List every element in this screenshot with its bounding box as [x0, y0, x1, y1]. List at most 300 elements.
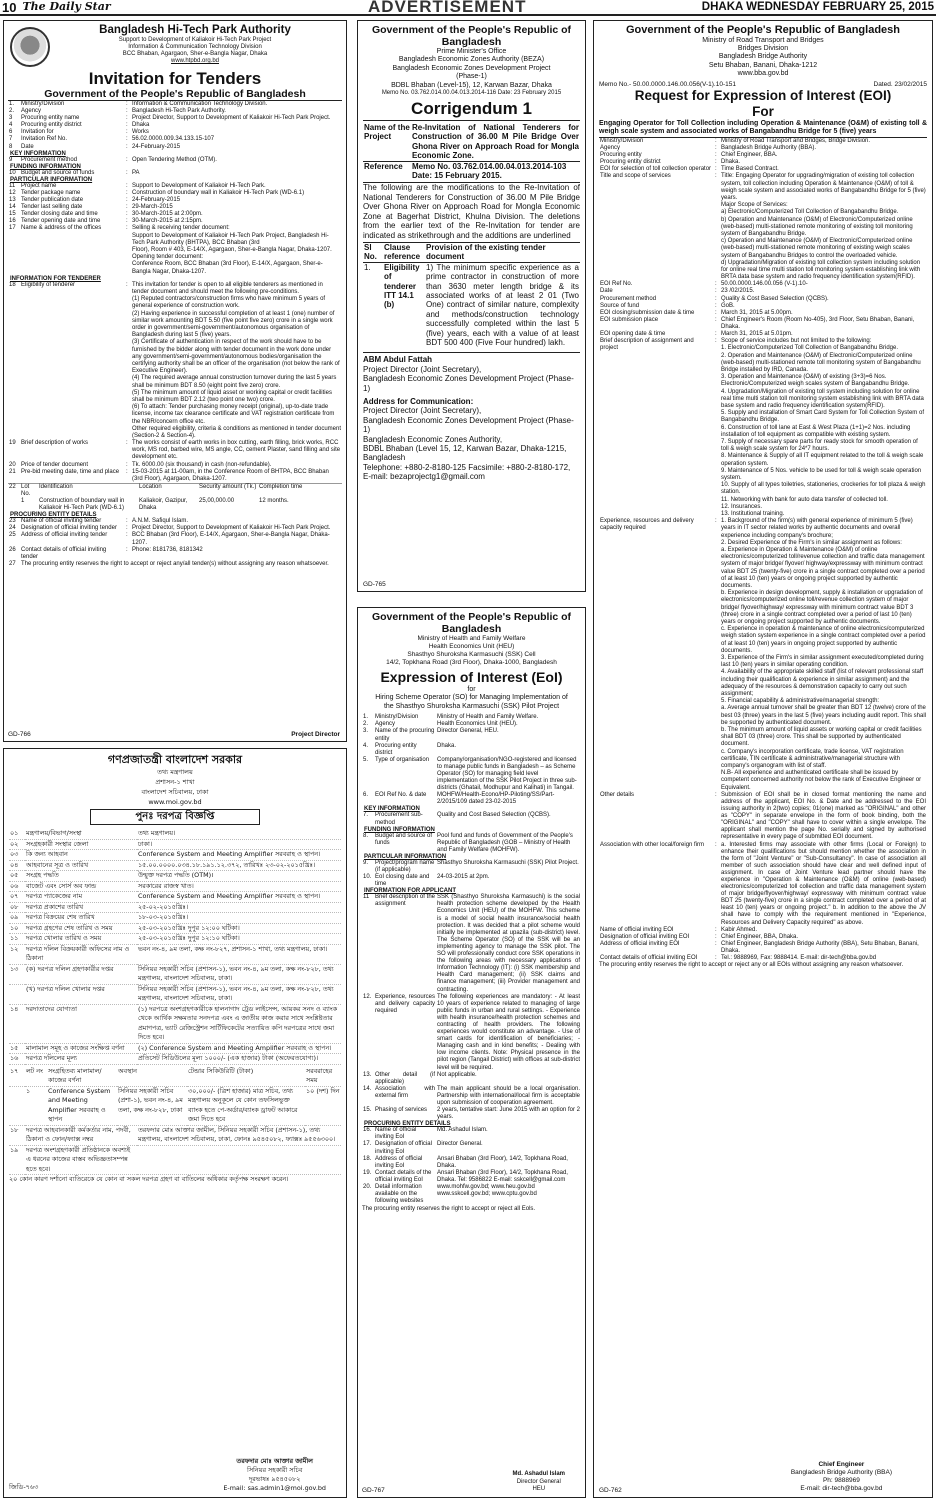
text-line: 10. Supply of all types toiletries, stationeries, crockeries for toll plaza & weigh station. [721, 482, 926, 496]
text-line: a) Electronic/Computerized Toll Collection of Bangabandhu Bridge. [721, 209, 899, 216]
cell: 1) The minimum specific experience as a prime contractor in construction of more than 3630 meter length bridge & its associated works of at least 2 01 (Two One) contract of similar nature, complexity and methods/construction technology successfully completed within the last 5 (five) years, each with a value of at least BDT 500 400 (Five Four hundred) lakh. [426, 262, 579, 347]
row-label: Name & address of the offices [21, 225, 102, 232]
cell: ০৭ [9, 892, 25, 903]
cell: তথ্য মন্ত্রণালয়। [137, 829, 341, 839]
tender-table [8, 518, 342, 561]
header-line: Bangladesh Economic Zones Development Project [392, 64, 551, 72]
table-row [599, 288, 927, 295]
cell: (ক) দরপত্র দলিল গ্রহণকারীর দপ্তর [25, 964, 137, 984]
table-row [362, 994, 581, 1072]
cell: ১০ [9, 923, 25, 934]
cell: Works [132, 129, 149, 136]
table-row [8, 525, 342, 532]
text-line: 13. Institutional training. [721, 510, 785, 517]
eoi-table [362, 1127, 581, 1205]
cell: 6 [9, 129, 13, 136]
cell: EOI for selection of toll collection operator [600, 166, 712, 173]
cell: Contact details of official inviting tender [21, 546, 107, 560]
text-line: 8. Maintenance & Supply of all IT equipment related to the toll & weigh scale operation system. [721, 453, 924, 467]
text-line: (5) The minimum amount of liquid asset or working capital or credit facilities shall be minimum BDT 2.12 (two point one two) crore. [132, 389, 332, 404]
cell: দরপত্র খোলার তারিখ ও সময় [25, 934, 137, 945]
subject-line: Engaging Operator for Toll Collection including Operation & Maintenance (O&M) of existing toll & weigh scale system and associated works of Bangabandhu Bridge for 5 (five) years [599, 120, 927, 138]
row-label: Experience, resources and delivery capacity required [600, 518, 694, 532]
header-line: তথ্য মন্ত্রণালয় [157, 768, 193, 776]
cell: দরপত্র প্যাকেজের নাম [25, 892, 137, 903]
cell: Budget and source of funds [375, 832, 433, 846]
signature-line: ABM Abdul Fattah [363, 355, 433, 365]
cell: Procurement method [600, 295, 657, 302]
sub-line: Information & Communication Technology Division [128, 44, 262, 50]
tender-table [8, 561, 342, 568]
table-row [9, 1054, 341, 1065]
cell: 2. [363, 721, 369, 728]
eoi-table [362, 894, 581, 1121]
table-row [362, 1086, 581, 1107]
cell: EoI closing date and time [375, 874, 430, 888]
text-line: (6) To attach: Tender purchasing money receipt (original), up-to-date trade license, income tax clearance certificate and VAT registration certificate from the NBR/concern office etc. [132, 404, 335, 425]
eoi-table [362, 860, 581, 888]
cell: Ministry/Division [375, 714, 419, 721]
cell: Ministry/Division [600, 137, 644, 144]
cell: : [126, 532, 128, 539]
cell: Ministry/Division [21, 101, 65, 107]
table-row [599, 317, 927, 331]
ad-title: Invitation for Tenders [88, 69, 262, 88]
cell: 1 [21, 498, 25, 505]
section-heading: PROCURING ENTITY DETAILS [10, 512, 97, 519]
cell: 2. [9, 108, 15, 115]
table-row [8, 144, 342, 151]
cell: দরপত্র দলিল বিক্রয়কারী অফিসের নাম ও ঠিকানা [25, 944, 137, 964]
cell: Association with external firm [375, 1085, 435, 1099]
cell: Tel.: 9888969, Fax: 9888414. E-mail: dir-tech@bba.gov.bd [721, 955, 877, 962]
table-row [9, 850, 341, 861]
cell: : [715, 137, 717, 144]
cell: 2 years, tentative start: June 2015 with an option for 2 years. [437, 1107, 580, 1121]
cell: ১৫ [9, 1043, 25, 1054]
cell: Not applicable. [437, 1071, 477, 1078]
table-row [362, 1156, 581, 1170]
cell: ২৫-০২-২০১৫খ্রিঃ। [137, 902, 341, 913]
cell: সরবরাহের সময় [305, 1067, 341, 1087]
text-line: 9. Maintenance of 5 Nos. vehicle to be used for toll & weigh scale operation system. [721, 467, 922, 481]
table-row [362, 1127, 581, 1141]
header-line: Shasthyo Shuroksha Karmasuchi (SSK) Cell [407, 651, 536, 658]
row-label: Reference [364, 161, 403, 171]
cell: EOI Ref No. [600, 281, 633, 288]
cell: Detail information available on the following websites [375, 1184, 424, 1205]
cell: : [126, 211, 128, 218]
cell: Chief Engineer, BBA. [721, 152, 778, 159]
table-row [362, 1107, 581, 1121]
cell: মালামাল সমূহ ও কাজের সংক্ষিপ্ত বর্ণনা [25, 1043, 137, 1054]
cell: : [126, 468, 128, 475]
cell: : [126, 136, 128, 143]
cell: : [126, 156, 128, 163]
cell: March 31, 2015 at 5.01pm. [721, 331, 793, 337]
address-line: BDBL Bhaban (Level 15, 12, Karwan Bazar, Dhaka-1215, Bangladesh [363, 444, 567, 463]
gd-number: GD-766 [8, 731, 31, 738]
cell: 7 [9, 136, 13, 143]
cell: Type of organisation [375, 756, 430, 763]
signature-line: Director General [516, 1478, 561, 1485]
signature-block [363, 352, 580, 393]
htpa-logo-icon [10, 27, 50, 67]
text-line: a. Average annual turnover shall be greater than BDT 12 (twelve) crore of the best 03 (three) years in the last 5 (five) years including audit report. This shall be supported by authenticated document. [721, 705, 926, 726]
cell: : [126, 218, 128, 225]
table-row [362, 1184, 581, 1205]
header-line: Health Economics Unit (HEU) [428, 643, 515, 650]
cell: ২৫-০৩-২০১৫খ্রিঃ দুপুর ১২:১০ ঘটিকা। [137, 934, 341, 945]
eoi-table [599, 138, 927, 173]
text-line: 7. Supply of necessary spare parts for ready stock for smooth operation of toll & weigh scale system for 24*7 hours. [721, 438, 918, 453]
table-row [9, 964, 341, 984]
cell: ১ [25, 1086, 47, 1125]
header-line: (Phase-1) [456, 73, 487, 81]
table-row [8, 183, 342, 190]
cell: Source of fund [600, 302, 640, 309]
ad-title-for: For [752, 104, 774, 120]
cell: 30-March-2015 at 2:00pm. [132, 211, 203, 218]
cell: বাজেট এবং সোর্স অব ফান্ড [25, 881, 137, 892]
cell: 25,00,000.00 [199, 498, 235, 505]
table-row [362, 757, 581, 792]
text-line: 5. Supply and installation of Smart Card System for Toll Collection System of Bangabandhu Bridge. [721, 410, 924, 424]
table-row [362, 894, 581, 993]
header-line: Bridges Division [737, 45, 789, 53]
cell: Procuring entity district [21, 122, 82, 129]
cell: Information & Communication Technology Division. [132, 101, 268, 107]
cell: 3. [363, 728, 369, 735]
cell: : [715, 159, 717, 166]
table-row [8, 136, 342, 143]
cell: ঢাকা। [137, 839, 341, 850]
cell: : [715, 309, 717, 316]
assignment-title: Hiring Scheme Operator (SO) for Managing Implementation of the Shasthyo Shuroksha Karmasuchi (SSK) Pilot Project [375, 694, 568, 710]
text-line: Title: Engaging Operator for upgrading/migration of existing toll collection system, toll collection including Operation & Maintenance (O&M) of toll & weigh scale system and associated works of Bangabandhu Bridge for 5 (five) years. [721, 173, 926, 201]
cell: EOI opening date & time [600, 331, 666, 337]
cell: : [715, 166, 717, 173]
signature-line: E-mail: sas.admin1@moi.gov.bd [223, 1484, 326, 1492]
text-line: Scope of service includes but not limited to the following: [721, 338, 872, 345]
cell: : [715, 144, 717, 151]
cell: 20 [9, 461, 16, 468]
cell: Name of official inviting EoI [375, 1127, 417, 1141]
cell: Ansari Bhaban (3rd Floor), 14/2, Topkhana Road, Dhaka. Tel: 9586822 E-mail: sskcell@gmail.com [437, 1169, 568, 1183]
eoi-table [599, 281, 927, 338]
cell: Open Tendering Method (OTM). [132, 156, 217, 163]
cell: ১৪ [9, 1004, 25, 1043]
table-row [9, 984, 341, 1004]
cell: ১১ [9, 934, 25, 945]
text-line: This invitation for tender is open to all eligible tenderers as mentioned in tender document and should meet the following pre-conditions. [132, 281, 323, 296]
table-row [599, 310, 927, 317]
text-line: Other required eligibility, criteria & conditions as mentioned in tender document (Section-2 & Section-4). [132, 425, 341, 440]
cell: Tender last selling date [21, 204, 83, 211]
cell: Chief Engineer's Room (Room No-405), 3rd Floor, Setu Bhaban, Banani, Dhaka. [721, 316, 915, 330]
table-row [9, 892, 341, 903]
clause-table [363, 242, 580, 347]
for-line: for [467, 686, 476, 693]
lot-table [8, 483, 342, 512]
cell: 17. [363, 1141, 372, 1148]
date-line: Dated. 23/02/2015 [873, 81, 927, 89]
section-heading: FUNDING INFORMATION [364, 826, 435, 833]
cell: ১৮ [9, 1126, 25, 1146]
cell: 1. [364, 262, 371, 272]
cell [137, 1145, 341, 1175]
section-label: ADVERTISEMENT [368, 0, 527, 16]
cell: Construction of boundary wall in Kaliakoir Hi-Tech Park (WD-6.1) [132, 189, 305, 196]
cell: উন্মুক্ত দরপত্র পদ্ধতি (OTM)। [137, 871, 341, 882]
table-row [362, 1072, 581, 1086]
cell: Date [21, 143, 34, 150]
section-heading: FUNDING INFORMATION [10, 163, 81, 170]
cell: Project Director, Support to Development of Kaliakoir Hi-Tech Park Project. [132, 525, 331, 532]
header-line: Bangladesh Economic Zones Authority (BEZA) [398, 56, 545, 64]
cell: BCC Bhaban (3rd Floor), E-14/X, Agargaon, Sher-e-Bangla Nagar, Dhaka-1207. [132, 532, 330, 546]
row-value: The procuring entity reserves the right to accept or reject any/all tender(s) without assigning any reason whatsoever. [21, 560, 329, 567]
address-line: Bangladesh Economic Zones Development Project (Phase-1) [363, 415, 574, 435]
text-line: 5. Financial capability & administrative/managerial strength: [721, 698, 880, 705]
cell: Procurement sub-method [375, 812, 423, 826]
cell: : [715, 316, 717, 323]
cell: Md. Ashadul Islam. [437, 1127, 488, 1134]
text-line: 2. Desired Experience of the Firm's in similar assignment as follows: [721, 539, 902, 546]
text-line: 1. Background of the firm(s) with general experience of minimum 5 (five) years in IT sector related works by authentic documents and overall experience including company's brochure; [721, 518, 913, 539]
gov-heading: Government of the People's Republic of Bangladesh [8, 88, 342, 101]
cell: Lot No. [21, 483, 31, 497]
row-number: 17 [9, 225, 16, 232]
website-link[interactable]: www.htpbd.org.bd [170, 58, 220, 64]
cell: দরপত্র গ্রহণের শেষ তারিখ ও সময় [25, 923, 137, 934]
cell: : [126, 115, 128, 122]
section-heading: INFORMATION FOR APPLICANT [364, 888, 456, 895]
cell: The main applicant should be a local organisation. Partnership with international/local firm is acceptable upon submission of cooperation agreement. [437, 1085, 580, 1106]
cell: 8. [363, 832, 369, 839]
cell: : [126, 169, 128, 176]
table-row [362, 728, 581, 742]
table-row [8, 129, 342, 136]
cell: (খ) দরপত্র দলিল খোলার দপ্তর [25, 984, 137, 1004]
table-row [9, 934, 341, 945]
header-lines [599, 37, 927, 78]
cell: 21 [9, 468, 16, 475]
cell: : [715, 295, 717, 302]
row-label: Brief description of assignment and project [600, 338, 694, 352]
eoi-table: Brief description of assignment and project : Scope of service includes but not limited to the following: 1. Electronic/Computerized Toll Collection of Bangabandhu Bridge. 2. Operation and Maintenance (O&M) of Electronic/Computerized online (web-based) multi-stationed remote toll monitoring system of Bangabandhu Bridge installed by IRD, Canada. 3. Operation and Maintenance (O&M) of existing (3+3)=6 Nos. Electronic/Computerized weigh scales system of Bangabandhu Bridge. 4. Upgradation/Migration of existing toll system including solution for online real time multi station toll monitoring system establishing link with BRTA data base system and radio frequency identification system(RFID). 5. Supply and installation of Smart Card System for Toll Collection System of Bangabandhu Bridge. 6. Construction of toll lane at East & West Plaza (1+1)=2 Nos. including installation of toll equipment as compatible with existing system. 7. Supply of necessary spare parts for ready stock for smooth operation of toll & weigh scale system for 24*7 hours. 8. Maintenance & Supply of all IT equipment related to the toll & weigh scale operation system. 9. Maintenance of 5 Nos. vehicle to be used for toll & weigh scale operation system. 10. Supply of all types toiletries, stationeries, crockeries for toll plaza & weigh station. 11. Networking with bank for auto data transfer of collected toll. 12. Insurances. 13. Institutional training. Experience, resources and delivery capacity required : 1. Background of the firm(s) with general experience of minimum 5 (five) years in IT sector related works by authentic documents and overall experience including company's brochure; 2. Desired Experience of the Firm's in similar assignment as follows: a. Experience in Operation & Maintenance (O&M) of online electronics/computerized toll/revenue collection and traffic data management system of major bridge/ flyover/ highway/expressway with minimum contract value BDT 25 (twenty-five) crore in a single contract completed over a period of at least 10 (ten) years or ongoing project supported by authentic documents. b. Experience in design development, supply & installation or upgradation of electronics/computerized online toll/revenue collection system of major bridge/ flyover/highway/ expressway with minimum contract value BDT 3 (three) crore in a single contract completed over a period of last 10 (ten) years or ongoing project supported by authentic documents. c. Experience in operation & maintenance of online electronics/computerized weigh station system experience in a single contract completed over a period of at least 10 (ten) years in ongoing project supported by authentic documents. 3. Experience of the Firm's in similar assignment executed/completed during last 10 (ten) years in similar operating condition. 4. Availability of the appropriate skilled staff (list of relevant professional staff including their qualification & experience in similar assignment) and the adequacy of the resources & demonstration capacity to carry out such assignment; 5. Financial capability & administrative/managerial strength: a. Average annual turnover shall be greater than BDT 12 (twelve) crore of the best 03 (three) years in the last 5 (five) years including audit report. This shall be supported by authenticated document. b. The minimum amount of liquid assets or working capital or credit facilities shall BDT 03 (three) crore. This shall be supported by authenticated document. c. Company's incorporation certificate, trade license, VAT registration certificate, TIN certificate & administrative/managerial structure with company's organogram with list of staff. N.B- All experience and authenticated certificate shall be issued by competent concerned authority not below the rank of Executive Engineer or Equivalent. Other details : Submission of EOI shall be in closed format mentioning the name and address of the applicant, EOI No. & Date and be addressed to the EOI issuing authority in 2(two) copies; 01(one) marked as "ORIGINAL" and other as "COPY" in separate envelope in the form of book binding, both the "ORIGINAL" and "COPY" shall have to cover within a single envelope. The applicant shall mention the page No. serially and signed by authorised representative in every page of submitted EOI document. Association with other local/foreign firm : a. Interested firms may associate with other firms (Local or Foreign) to enhance their qualifications but should mention whether the association in the form of "Joint Venture" or "Sub-Consultancy". In case of association all member of such association should have clear and well defined input of assignment. In case of Joint Venture lead partner should have the experience in "Operation & Maintenance (O&M) of online (web-based) electronics/computerized toll collection and traffic data management system of major bridge/flyover/highway/ expressway with minimum contract value BDT 25 (twenty-five) crore in a single contract completed over a period of at least 10 (ten) years or ongoing project." b. In addition to the above the JV shall have to comply with the requirement mentioned in "Experience, Resources and Delivery Capacity required" as above. [600, 338, 926, 926]
header-line: www.moi.gov.bd [148, 798, 202, 806]
col-header: Sl No. [364, 242, 377, 262]
cell: ০২ [9, 839, 25, 850]
table-row [9, 871, 341, 882]
table-row [599, 927, 927, 934]
cell: 16 [9, 218, 16, 225]
cell: Chief Engineer, Bangladesh Bridge Authority (BBA), Setu Bhaban, Banani, Dhaka. [721, 940, 919, 954]
cell: : [126, 204, 128, 211]
cell: 11 [363, 894, 370, 901]
cell: 1. [9, 101, 15, 107]
cell: : [126, 546, 128, 553]
cell: দরদাতাদের যোগ্যতা [25, 1004, 137, 1043]
table-row [8, 190, 342, 197]
header-line: Ministry of Health and Family Welfare [417, 635, 526, 642]
row-value [720, 338, 927, 518]
cell: ০৩ [9, 850, 25, 861]
table-row [9, 1126, 341, 1146]
cell: The works consist of earth works in box cutting, earth filling, brick works, RCC work, MS rod, barbed wire, MS angle, CC, cement Plaster, sand filling and site development etc. [132, 440, 341, 461]
address-line: Telephone: +880-2-8180-125 Facsimile: +880-2-8180-172, E-mail: bezaprojectg1@gmail.com [363, 462, 571, 482]
signature-line: Project Director (Joint Secretary), [363, 364, 482, 374]
row-label: Other details [600, 791, 635, 798]
cell: 23 /02/2015. [721, 288, 755, 295]
cell: www.mohfw.gov.bd; www.heu.gov.bd www.sskcell.gov.bd; www.cptu.gov.bd [437, 1184, 537, 1198]
cell: দরপত্র দলিলের মূল্য [25, 1054, 137, 1065]
cell: Dhaka. [721, 159, 741, 166]
cell: 12 [9, 189, 16, 196]
cell: 56.02.0000.009.34.133.15-107 [132, 136, 215, 143]
cell: Pool fund and funds of Government of the People's Republic of Bangladesh (GOB – Ministry of Health and Family Welfare (MOHFW). [437, 832, 573, 853]
text-line: 1. Electronic/Computerized Toll Collection of Bangabandhu Bridge. [721, 345, 898, 352]
cell: ১৩ [9, 964, 25, 984]
row-number: 27 [9, 560, 16, 567]
cell: Eligibility of tenderer ITT 14.1 (b) [384, 262, 420, 310]
table-row [8, 115, 342, 122]
cell: ১২ [9, 944, 25, 964]
cell: Tender package name [21, 189, 81, 196]
cell: Support to Development of Kaliakoir Hi-Tech Park. [132, 182, 266, 189]
cell: 15. [363, 1107, 372, 1114]
cell: : [126, 101, 128, 107]
table-row [8, 440, 342, 461]
tender-table: 17 Name & address of the offices : Selling & receiving tender document: Support to Development of Kaliakoir Hi-Tech Park Project, Bangladesh Hi-Tech Park Authority (BHTPA), BCC Bhaban (3rd Floor), Room # 403, E-14/X, Agargaon, Sher-e-Bangla Nagar, Dhaka-1207. Opening tender document: Conference Room, BCC Bhaban (3rd Floor), E-14/X, Agargaon, Sher-e-Bangla Nagar, Dhaka-1207. [8, 225, 342, 275]
cell: : [715, 331, 717, 337]
cell: Ansari Bhaban (3rd Floor), 14/2, Topkhana Road, Dhaka. [437, 1155, 568, 1169]
text-line: 3. Experience of the Firm's in similar assignment executed/completed during last 10 (ten) years in similar operating condition. [721, 655, 924, 669]
cell: Time Based Contract. [721, 166, 779, 173]
header-line: প্রশাসন-১ শাখা [155, 778, 195, 786]
cell: Contact details of official inviting EOI [600, 955, 698, 962]
cell: 26 [9, 546, 16, 553]
cell: SSK (Shasthyo Shuroksha Karmasuchi) is the social health protection scheme developed by the Health Economics Unit (HEU) of the MOHFW. This scheme is a model of social health insurance/social health protection. It was decided that a pilot scheme would initially be implemented at upazila (sub-district) level. The Scheme Operator (SO) of the SSK will be an implementing agency to manage the SSK pilot. The SO will professionally conduct core SSK operations in the following areas with necessary applications of Information Technology (IT): (i) SSK membership and Health Card management; (ii) SSK claims and finance management; (iii) Provider management and contracting. [437, 894, 580, 993]
row-value: Re-Invitation of National Tenderers for Construction of 36.00 M Pile Bridge Over Ghona River on Approach Road for Mongla Economic Zone. [412, 123, 579, 161]
cell: Quality & Cost Based Selection (QCBS). [721, 295, 829, 302]
cell: MOHFW/Health-Econo/HP-Piloting/SS/Part-2/2015/109 dated 23-02-2015 [437, 792, 555, 806]
cell: (২) Conference System and Meeting Amplifier সরবরাহ ও স্থাপন। [137, 1043, 341, 1054]
cell: Director General. [437, 1141, 483, 1148]
cell: সংগ্রহকারী সংস্থার জেলা [25, 839, 137, 850]
cell: Project Director, Support to Development of Kaliakoir Hi-Tech Park Project. [132, 115, 331, 122]
cell: : [126, 108, 128, 115]
cell: Tender closing date and time [21, 211, 98, 218]
text-line: b) Operation and Maintenance (O&M) of Electronic/Computerized online (web-based) multi-stationed remote monitoring of existing toll monitoring system of Bangabandhu Bridge. [721, 216, 913, 237]
header-line: 14/2, Topkhana Road (3rd Floor), Dhaka-1000, Bangladesh [386, 659, 557, 666]
gd-number: জিডি-৭৬৩ [9, 1483, 39, 1491]
cell: 19 [9, 440, 16, 447]
tender-table [8, 170, 342, 177]
text-line: Major Scope of Services: [721, 202, 788, 209]
text-line: N.B- All experience and authenticated certificate shall be issued by competent concerned authority not below the rank of Executive Engineer or Equivalent. [721, 770, 922, 791]
table-row [362, 1141, 581, 1155]
cell: তরফদার মোঃ আক্তার জামীল, সিনিয়র সহকারী সচিব (প্রশাসন-১), তথ্য মন্ত্রণালয়, বাংলাদেশ সচিবালয়, ঢাকা, ফোনঃ ৯৫৪৫০৮২, ফ্যাক্সঃ ৯৫৫৬৩০০। [137, 1126, 341, 1146]
eoi-table [362, 714, 581, 806]
cell: Tender opening date and time [21, 218, 101, 225]
table-row [599, 296, 927, 303]
cell [9, 1086, 25, 1125]
cell: Identification [39, 483, 73, 490]
cell: ভবন নং-৪, ৯ম তলা, কক্ষ নং-৮২৭, প্রশাসন-১ শাখা, তথ্য মন্ত্রণালয়, ঢাকা। [137, 944, 341, 964]
text-line: (1) Reputed contractors/construction firms who have minimum 5 years of general experience of construction work. [132, 296, 326, 310]
cell: : [715, 152, 717, 159]
cell: 8 [9, 143, 13, 150]
cell: Phone: 8181736, 8181342 [132, 546, 203, 553]
signature-block [223, 1457, 326, 1493]
table-row [599, 166, 927, 173]
cell: Chief Engineer, BBA, Dhaka. [721, 933, 799, 940]
header-line: বাংলাদেশ সচিবালয়, ঢাকা [141, 788, 209, 796]
cell: EOI submission place [600, 316, 659, 323]
section-heading: KEY INFORMATION [364, 806, 420, 813]
cell: ১৬ [9, 1054, 25, 1065]
table-row [9, 902, 341, 913]
cell: দরপত্র আহবানকারী কর্মকর্তার নাম, পদবী, ঠিকানা ও ফোন/ফ্যাক্স নম্বর [25, 1126, 137, 1146]
cell: মন্ত্রণালয়/বিভাগ/সংস্থা [25, 829, 137, 839]
signature-line: E-mail: dir-tech@bba.gov.bd [800, 1485, 883, 1492]
cell: Bangladesh Hi-Tech Park Authority. [132, 108, 226, 115]
cell: সরকারের রাজস্ব খাত। [137, 881, 341, 892]
text-line: Support to Development of Kaliakoir Hi-Tech Park Project, Bangladesh Hi-Tech Park Authority (BHTPA), BCC Bhaban (3rd [132, 232, 329, 246]
cell: টেন্ডার সিকিউরিটি (টাকা) [187, 1067, 305, 1087]
cell: Designation of official inviting tender [21, 525, 117, 532]
tender-table [8, 183, 342, 226]
text-line: c. Company's incorporation certificate, trade license, VAT registration certificate, TIN certificate & administrative/managerial structure with company's organogram with list of staff. [721, 748, 904, 770]
cell: ০৪ [9, 860, 25, 871]
table-row [9, 913, 341, 924]
ad-heu-eoi [357, 607, 586, 1498]
cell: অবস্থান [117, 1067, 187, 1087]
cell: : [715, 281, 717, 288]
table-row [9, 829, 341, 839]
ad-title: Corrigendum 1 [411, 99, 532, 119]
cell: Director General, HEU. [437, 728, 499, 735]
address-line: Bangladesh Economic Zones Authority, [363, 434, 503, 444]
masthead-left [2, 0, 111, 15]
text-line: Opening tender document: [132, 254, 204, 261]
cell: Address of official inviting tender [21, 532, 108, 539]
cell: 9. [363, 859, 369, 866]
cell: Health Economics Unit (HEU). [437, 721, 518, 728]
cell: EOI Ref No. & date [375, 792, 427, 799]
reserve-note: The procuring entity reserves the right to accept or reject any or all EOIs without assigning any reason whatsoever. [599, 962, 904, 969]
row-value: Memo No. 03.762.014.00.04.013.2014-103 Date: 15 February 2015. [412, 161, 567, 181]
address-line: Project Director (Joint Secretary), [363, 406, 482, 416]
cell: The following experiences are mandatory: - At least 10 years of experience related to managing of large public funds in urban and rural settings. - Experience with health insurance/health protection schemes and contracting of health providers. The following experiences would constitute an advantage. - Use of smart cards for identification of beneficiaries; - Managing cash and in kind benefits; - Dealing with low income clients. Note: Physical presence in the pilot region (Tangail District) with offices at sub-district level will be required. [437, 993, 580, 1071]
table-row [362, 714, 581, 721]
ad-moi-bangla-tender [3, 748, 347, 1498]
text-line: d) Upgradation/Migration of existing toll collection system including solution for online real time multi station toll monitoring system establishing link with BRTA data base system and radio frequency identification system(RFID). [721, 259, 921, 281]
table-row [362, 833, 581, 854]
masthead [0, 0, 936, 16]
row-value [720, 518, 927, 792]
cell: 4. [363, 742, 369, 749]
cell: দরপত্র বিক্রয়ের শেষ তারিখ [25, 913, 137, 924]
cell: Conference System and Meeting Amplifier সরবরাহ ও স্থাপন। [137, 850, 341, 861]
cell: : [126, 182, 128, 189]
table-row [9, 1043, 341, 1054]
cell: 30-March-2015 at 2:15pm. [132, 218, 203, 225]
table-row [8, 170, 342, 177]
cell: 5. [363, 756, 369, 763]
